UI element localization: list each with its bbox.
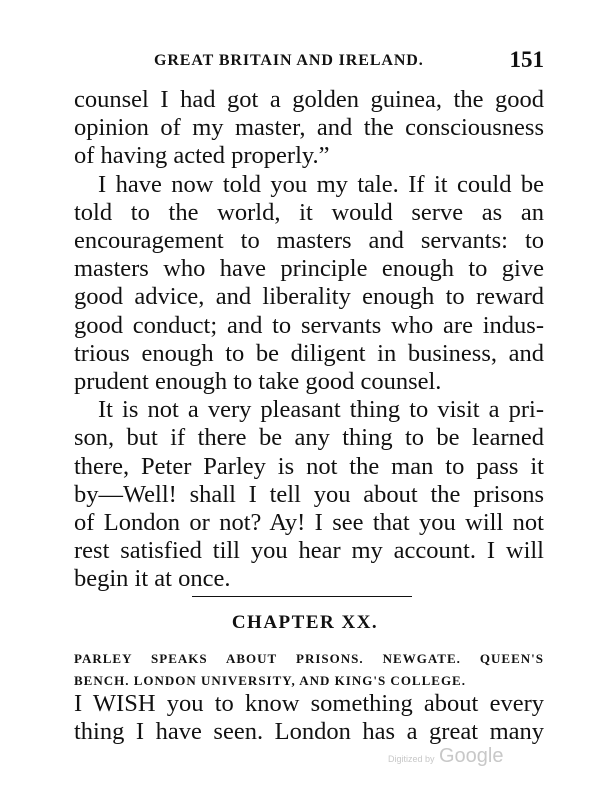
text-line: prudent enough to take good counsel.	[74, 367, 442, 395]
text-line: good advice, and liberality enough to reward	[74, 283, 544, 311]
text-line: thing I have seen. London has a great many	[74, 718, 544, 746]
text-line: trious enough to be diligent in business, and	[74, 339, 544, 367]
text-line: I WISH you to know something about every	[74, 690, 544, 717]
text-line: good conduct; and to servants who are indus-	[74, 311, 544, 339]
synopsis-line: BENCH. LONDON UNIVERSITY, AND KING'S COLLEGE.	[74, 673, 466, 688]
chapter-synopsis	[74, 648, 544, 692]
synopsis-line: PARLEY SPEAKS ABOUT PRISONS. NEWGATE. QUEEN'S	[74, 651, 544, 666]
text-line: of London or not? Ay! I see that you will not	[74, 508, 544, 536]
text-line: counsel I had got a golden guinea, the good	[74, 86, 544, 113]
text-line: masters who have principle enough to give	[74, 255, 544, 283]
text-line: I have now told you my tale. If it could be	[98, 170, 544, 198]
text-line: son, but if there be any thing to be learned	[74, 424, 544, 452]
watermark-prefix: Digitized by	[388, 754, 435, 764]
digitization-watermark	[388, 745, 503, 768]
text-line: opinion of my master, and the consciousness	[74, 114, 544, 142]
text-line: rest satisfied till you hear my account. I will	[74, 537, 544, 565]
page-number: 151	[509, 47, 544, 72]
chapter-title: CHAPTER XX.	[231, 612, 379, 633]
running-head: GREAT BRITAIN AND IRELAND.	[154, 52, 424, 69]
text-line: by—Well! shall I tell you about the prisons	[74, 480, 544, 508]
text-line: It is not a very pleasant thing to visit a pri-	[98, 396, 544, 424]
text-line: encouragement to masters and servants: to	[74, 226, 544, 254]
paragraph-2	[74, 171, 544, 397]
chapter-opening	[74, 690, 544, 746]
text-line: there, Peter Parley is not the man to pass it	[74, 452, 544, 480]
text-line: of having acted properly.”	[74, 142, 330, 170]
paragraph-1	[74, 86, 544, 171]
chapter-divider	[192, 596, 412, 597]
paragraph-3	[74, 396, 544, 593]
text-line: begin it at once.	[74, 565, 231, 593]
watermark-brand: Google	[438, 745, 504, 767]
text-line: told to the world, it would serve as an	[74, 198, 544, 226]
